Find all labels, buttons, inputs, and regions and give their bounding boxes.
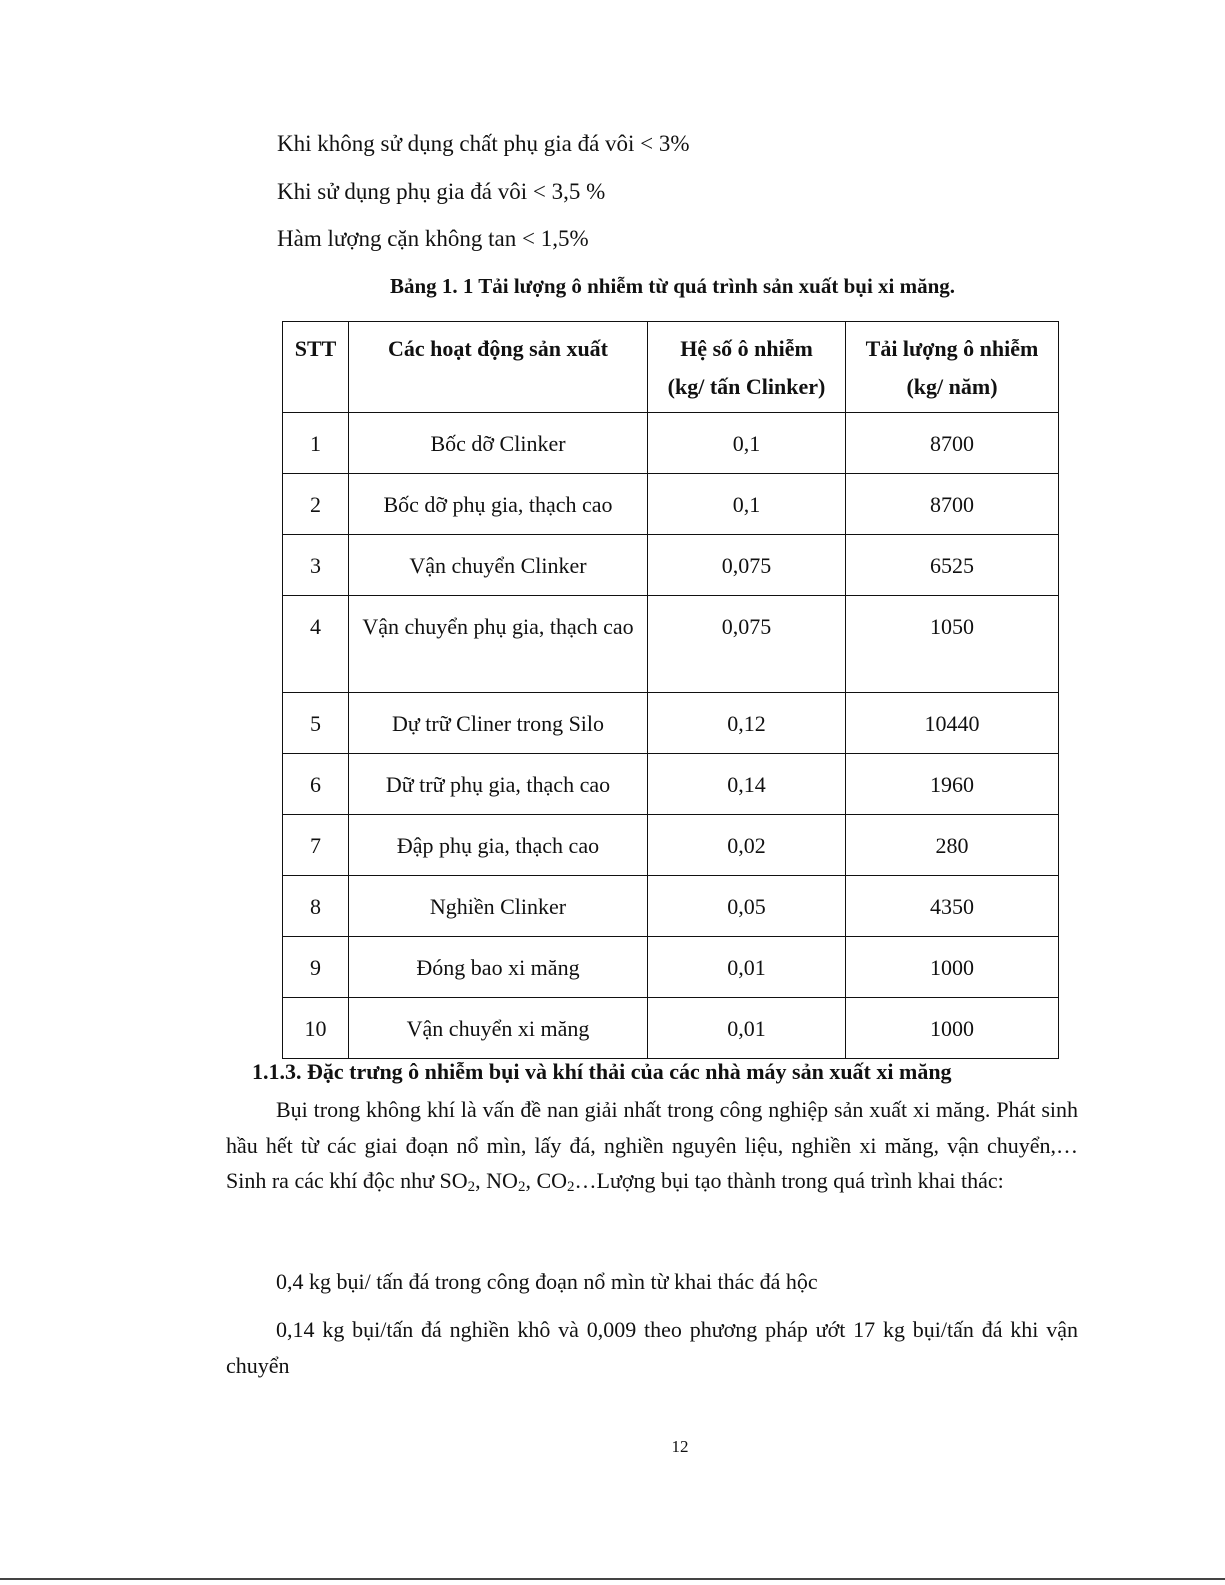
cell-load: 1000 bbox=[846, 937, 1059, 998]
header-factor-line2: (kg/ tấn Clinker) bbox=[667, 374, 826, 399]
intro-line-2: Khi sử dụng phụ gia đá vôi < 3,5 % bbox=[277, 179, 606, 204]
cell-factor: 0,01 bbox=[648, 998, 846, 1059]
cell-load: 6525 bbox=[846, 535, 1059, 596]
cell-factor: 0,02 bbox=[648, 815, 846, 876]
paragraph-text: , NO bbox=[475, 1168, 518, 1193]
cell-activity: Dự trữ Cliner trong Silo bbox=[349, 693, 648, 754]
cell-load: 10440 bbox=[846, 693, 1059, 754]
header-factor bbox=[648, 322, 846, 413]
header-factor-line1: Hệ số ô nhiễm bbox=[680, 336, 813, 361]
cell-load: 1000 bbox=[846, 998, 1059, 1059]
table-row bbox=[283, 998, 1059, 1059]
cell-stt: 5 bbox=[283, 693, 349, 754]
paragraph-dust-sources bbox=[226, 1092, 1078, 1199]
header-load-line2: (kg/ năm) bbox=[906, 374, 998, 399]
cell-factor: 0,1 bbox=[648, 413, 846, 474]
cell-factor: 0,05 bbox=[648, 876, 846, 937]
cell-activity: Vận chuyển Clinker bbox=[349, 535, 648, 596]
table-row bbox=[283, 937, 1059, 998]
cell-factor: 0,075 bbox=[648, 535, 846, 596]
cell-load: 8700 bbox=[846, 413, 1059, 474]
cell-activity: Đóng bao xi măng bbox=[349, 937, 648, 998]
cell-load: 280 bbox=[846, 815, 1059, 876]
table-row bbox=[283, 596, 1059, 693]
intro-line-3: Hàm lượng cặn không tan < 1,5% bbox=[277, 226, 589, 251]
table-header-row bbox=[283, 322, 1059, 413]
cell-factor: 0,12 bbox=[648, 693, 846, 754]
paragraph-text: …Lượng bụi tạo thành trong quá trình khai thác: bbox=[574, 1168, 1004, 1193]
header-stt: STT bbox=[283, 322, 349, 413]
cell-activity: Nghiền Clinker bbox=[349, 876, 648, 937]
cell-activity: Dữ trữ phụ gia, thạch cao bbox=[349, 754, 648, 815]
table-row bbox=[283, 535, 1059, 596]
paragraph-text: , CO bbox=[525, 1168, 567, 1193]
cell-activity: Bốc dỡ phụ gia, thạch cao bbox=[349, 474, 648, 535]
header-activity: Các hoạt động sản xuất bbox=[349, 322, 648, 413]
header-load-line1: Tải lượng ô nhiễm bbox=[865, 336, 1039, 361]
cell-factor: 0,14 bbox=[648, 754, 846, 815]
cell-activity: Đập phụ gia, thạch cao bbox=[349, 815, 648, 876]
cell-load: 1050 bbox=[846, 596, 1059, 693]
cell-stt: 8 bbox=[283, 876, 349, 937]
cell-stt: 10 bbox=[283, 998, 349, 1059]
intro-line-1: Khi không sử dụng chất phụ gia đá vôi < 3% bbox=[277, 131, 690, 156]
pollution-load-table bbox=[282, 321, 1059, 1059]
cell-stt: 9 bbox=[283, 937, 349, 998]
table-row bbox=[283, 876, 1059, 937]
cell-stt: 1 bbox=[283, 413, 349, 474]
table-row bbox=[283, 413, 1059, 474]
cell-activity: Vận chuyển xi măng bbox=[349, 998, 648, 1059]
table-row bbox=[283, 693, 1059, 754]
cell-stt: 2 bbox=[283, 474, 349, 535]
subscript: 2 bbox=[517, 1179, 526, 1195]
paragraph-crushing: 0,14 kg bụi/tấn đá nghiền khô và 0,009 theo phương pháp ướt 17 kg bụi/tấn đá khi vận chuyển bbox=[226, 1317, 1078, 1378]
cell-activity: Vận chuyển phụ gia, thạch cao bbox=[349, 596, 648, 693]
table-row bbox=[283, 754, 1059, 815]
table-row bbox=[283, 474, 1059, 535]
paragraph-text: Bụi trong không khí là vấn đề nan giải nhất trong công nghiệp sản xuất xi măng. Phát sinh hầu hết từ các giai đoạn nổ mìn, lấy đá, nghiền nguyên liệu, nghiền xi măng, vận chuyển,… Sinh ra các khí độc như SO bbox=[226, 1097, 1078, 1193]
subscript: 2 bbox=[467, 1179, 476, 1195]
cell-activity: Bốc dỡ Clinker bbox=[349, 413, 648, 474]
bottom-divider bbox=[0, 1578, 1225, 1580]
subscript: 2 bbox=[567, 1179, 575, 1195]
cell-stt: 7 bbox=[283, 815, 349, 876]
cell-stt: 6 bbox=[283, 754, 349, 815]
cell-load: 4350 bbox=[846, 876, 1059, 937]
cell-factor: 0,01 bbox=[648, 937, 846, 998]
cell-load: 1960 bbox=[846, 754, 1059, 815]
cell-load: 8700 bbox=[846, 474, 1059, 535]
paragraph-blasting: 0,4 kg bụi/ tấn đá trong công đoạn nổ mìn từ khai thác đá hộc bbox=[276, 1269, 818, 1294]
cell-factor: 0,1 bbox=[648, 474, 846, 535]
cell-factor: 0,075 bbox=[648, 596, 846, 693]
page-number: 12 bbox=[671, 1437, 689, 1456]
section-heading: 1.1.3. Đặc trưng ô nhiễm bụi và khí thải của các nhà máy sản xuất xi măng bbox=[252, 1059, 952, 1084]
cell-stt: 4 bbox=[283, 596, 349, 693]
table-caption: Bảng 1. 1 Tải lượng ô nhiễm từ quá trình sản xuất bụi xi măng. bbox=[389, 274, 956, 298]
table-row bbox=[283, 815, 1059, 876]
header-load bbox=[846, 322, 1059, 413]
cell-stt: 3 bbox=[283, 535, 349, 596]
